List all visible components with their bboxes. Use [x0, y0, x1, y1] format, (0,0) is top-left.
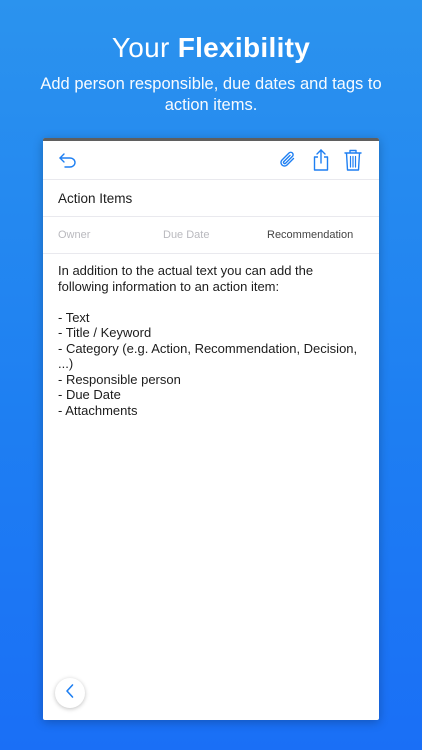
paperclip-icon [278, 150, 298, 170]
item-title-field[interactable] [43, 179, 379, 216]
delete-button[interactable] [341, 148, 365, 172]
toolbar [43, 141, 379, 179]
due-date-field[interactable]: Due Date [163, 229, 210, 241]
share-icon [312, 148, 330, 172]
attach-button[interactable] [276, 148, 300, 172]
category-field[interactable]: Recommendation [267, 229, 354, 241]
undo-icon [58, 152, 78, 168]
hero-section [0, 30, 422, 116]
hero-title-bold: Flexibility [177, 32, 311, 63]
item-title: Action Items [58, 190, 133, 206]
hero-title [0, 30, 422, 66]
chevron-left-icon [64, 683, 76, 704]
item-body-text[interactable]: In addition to the actual text you can add the following information to an action item: - Text - Title / Keyword - Category (e.g. Action, Recommendation, Decision, ...) - Responsible person - Due Date - Attachments [43, 253, 379, 418]
undo-button[interactable] [56, 148, 80, 172]
trash-icon [343, 148, 363, 172]
owner-field[interactable]: Owner [58, 229, 91, 241]
share-button[interactable] [309, 148, 333, 172]
hero-title-prefix: Your [111, 32, 178, 63]
item-meta-row [43, 216, 379, 253]
device-screen [43, 138, 379, 720]
back-button[interactable] [55, 678, 85, 708]
hero-subtitle: Add person responsible, due dates and tags to action items. [40, 75, 382, 114]
